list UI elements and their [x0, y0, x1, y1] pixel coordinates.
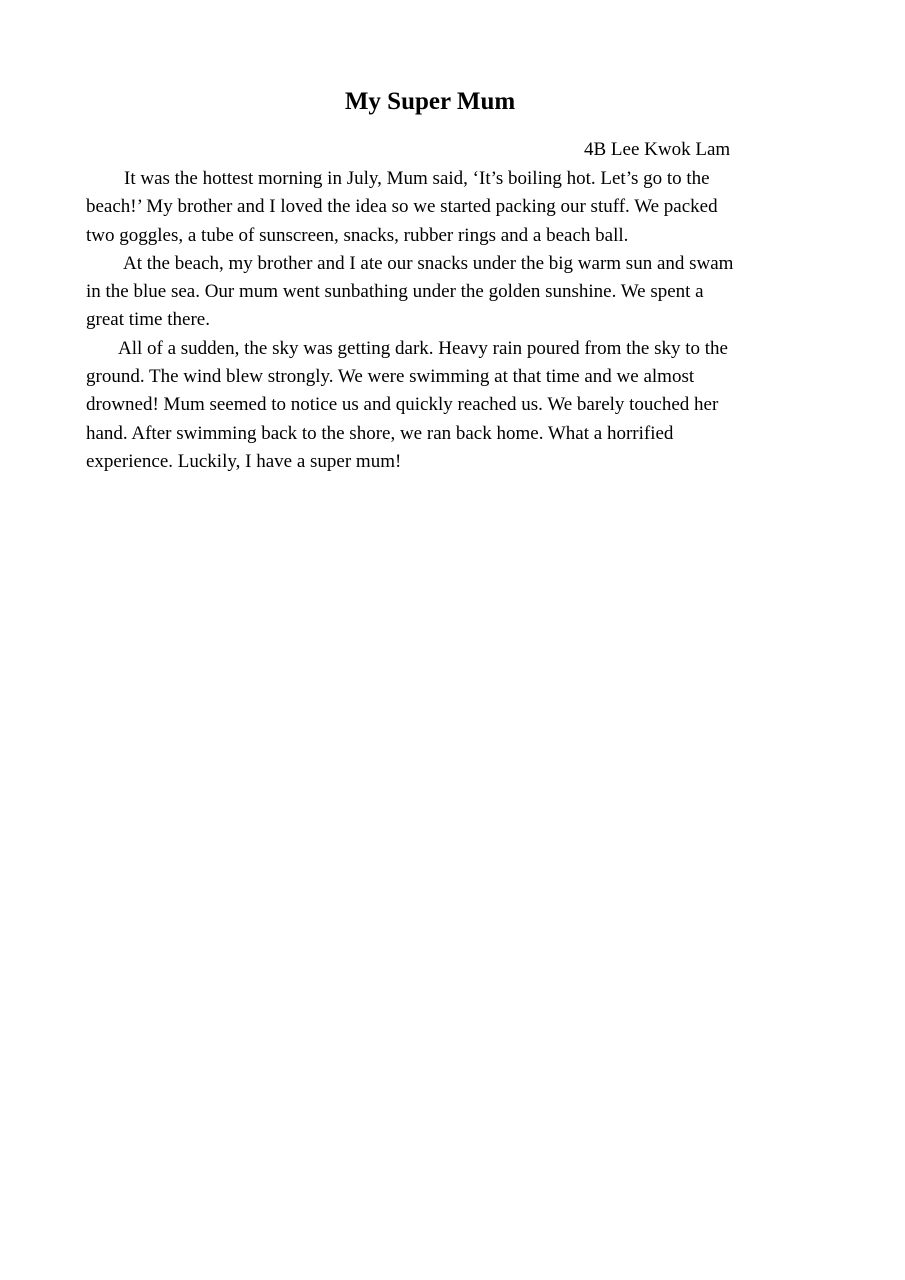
paragraph-2: [86, 250, 814, 335]
essay-body: [86, 165, 814, 476]
paragraph-line: It was the hottest morning in July, Mum said, ‘It’s boiling hot. Let’s go to the: [124, 168, 710, 189]
paragraph-line: two goggles, a tube of sunscreen, snacks, rubber rings and a beach ball.: [86, 224, 629, 246]
paragraph-line: beach!’ My brother and I loved the idea so we started packing our stuff. We packed: [86, 196, 718, 218]
author-line: 4B Lee Kwok Lam: [584, 139, 731, 160]
paragraph-3: [86, 335, 814, 476]
paragraph-line: experience. Luckily, I have a super mum!: [86, 450, 402, 472]
page-title: My Super Mum: [344, 88, 516, 115]
paragraph-line: At the beach, my brother and I ate our snacks under the big warm sun and swam: [123, 252, 734, 274]
paragraph-1: [86, 165, 814, 250]
paragraph-line: hand. After swimming back to the shore, we ran back home. What a horrified: [86, 422, 674, 444]
paragraph-line: All of a sudden, the sky was getting dark. Heavy rain poured from the sky to the: [118, 337, 728, 359]
paragraph-line: ground. The wind blew strongly. We were swimming at that time and we almost: [86, 366, 695, 388]
paragraph-line: drowned! Mum seemed to notice us and quickly reached us. We barely touched her: [86, 394, 719, 416]
paragraph-line: in the blue sea. Our mum went sunbathing under the golden sunshine. We spent a: [86, 281, 704, 303]
paragraph-line: great time there.: [86, 309, 210, 331]
